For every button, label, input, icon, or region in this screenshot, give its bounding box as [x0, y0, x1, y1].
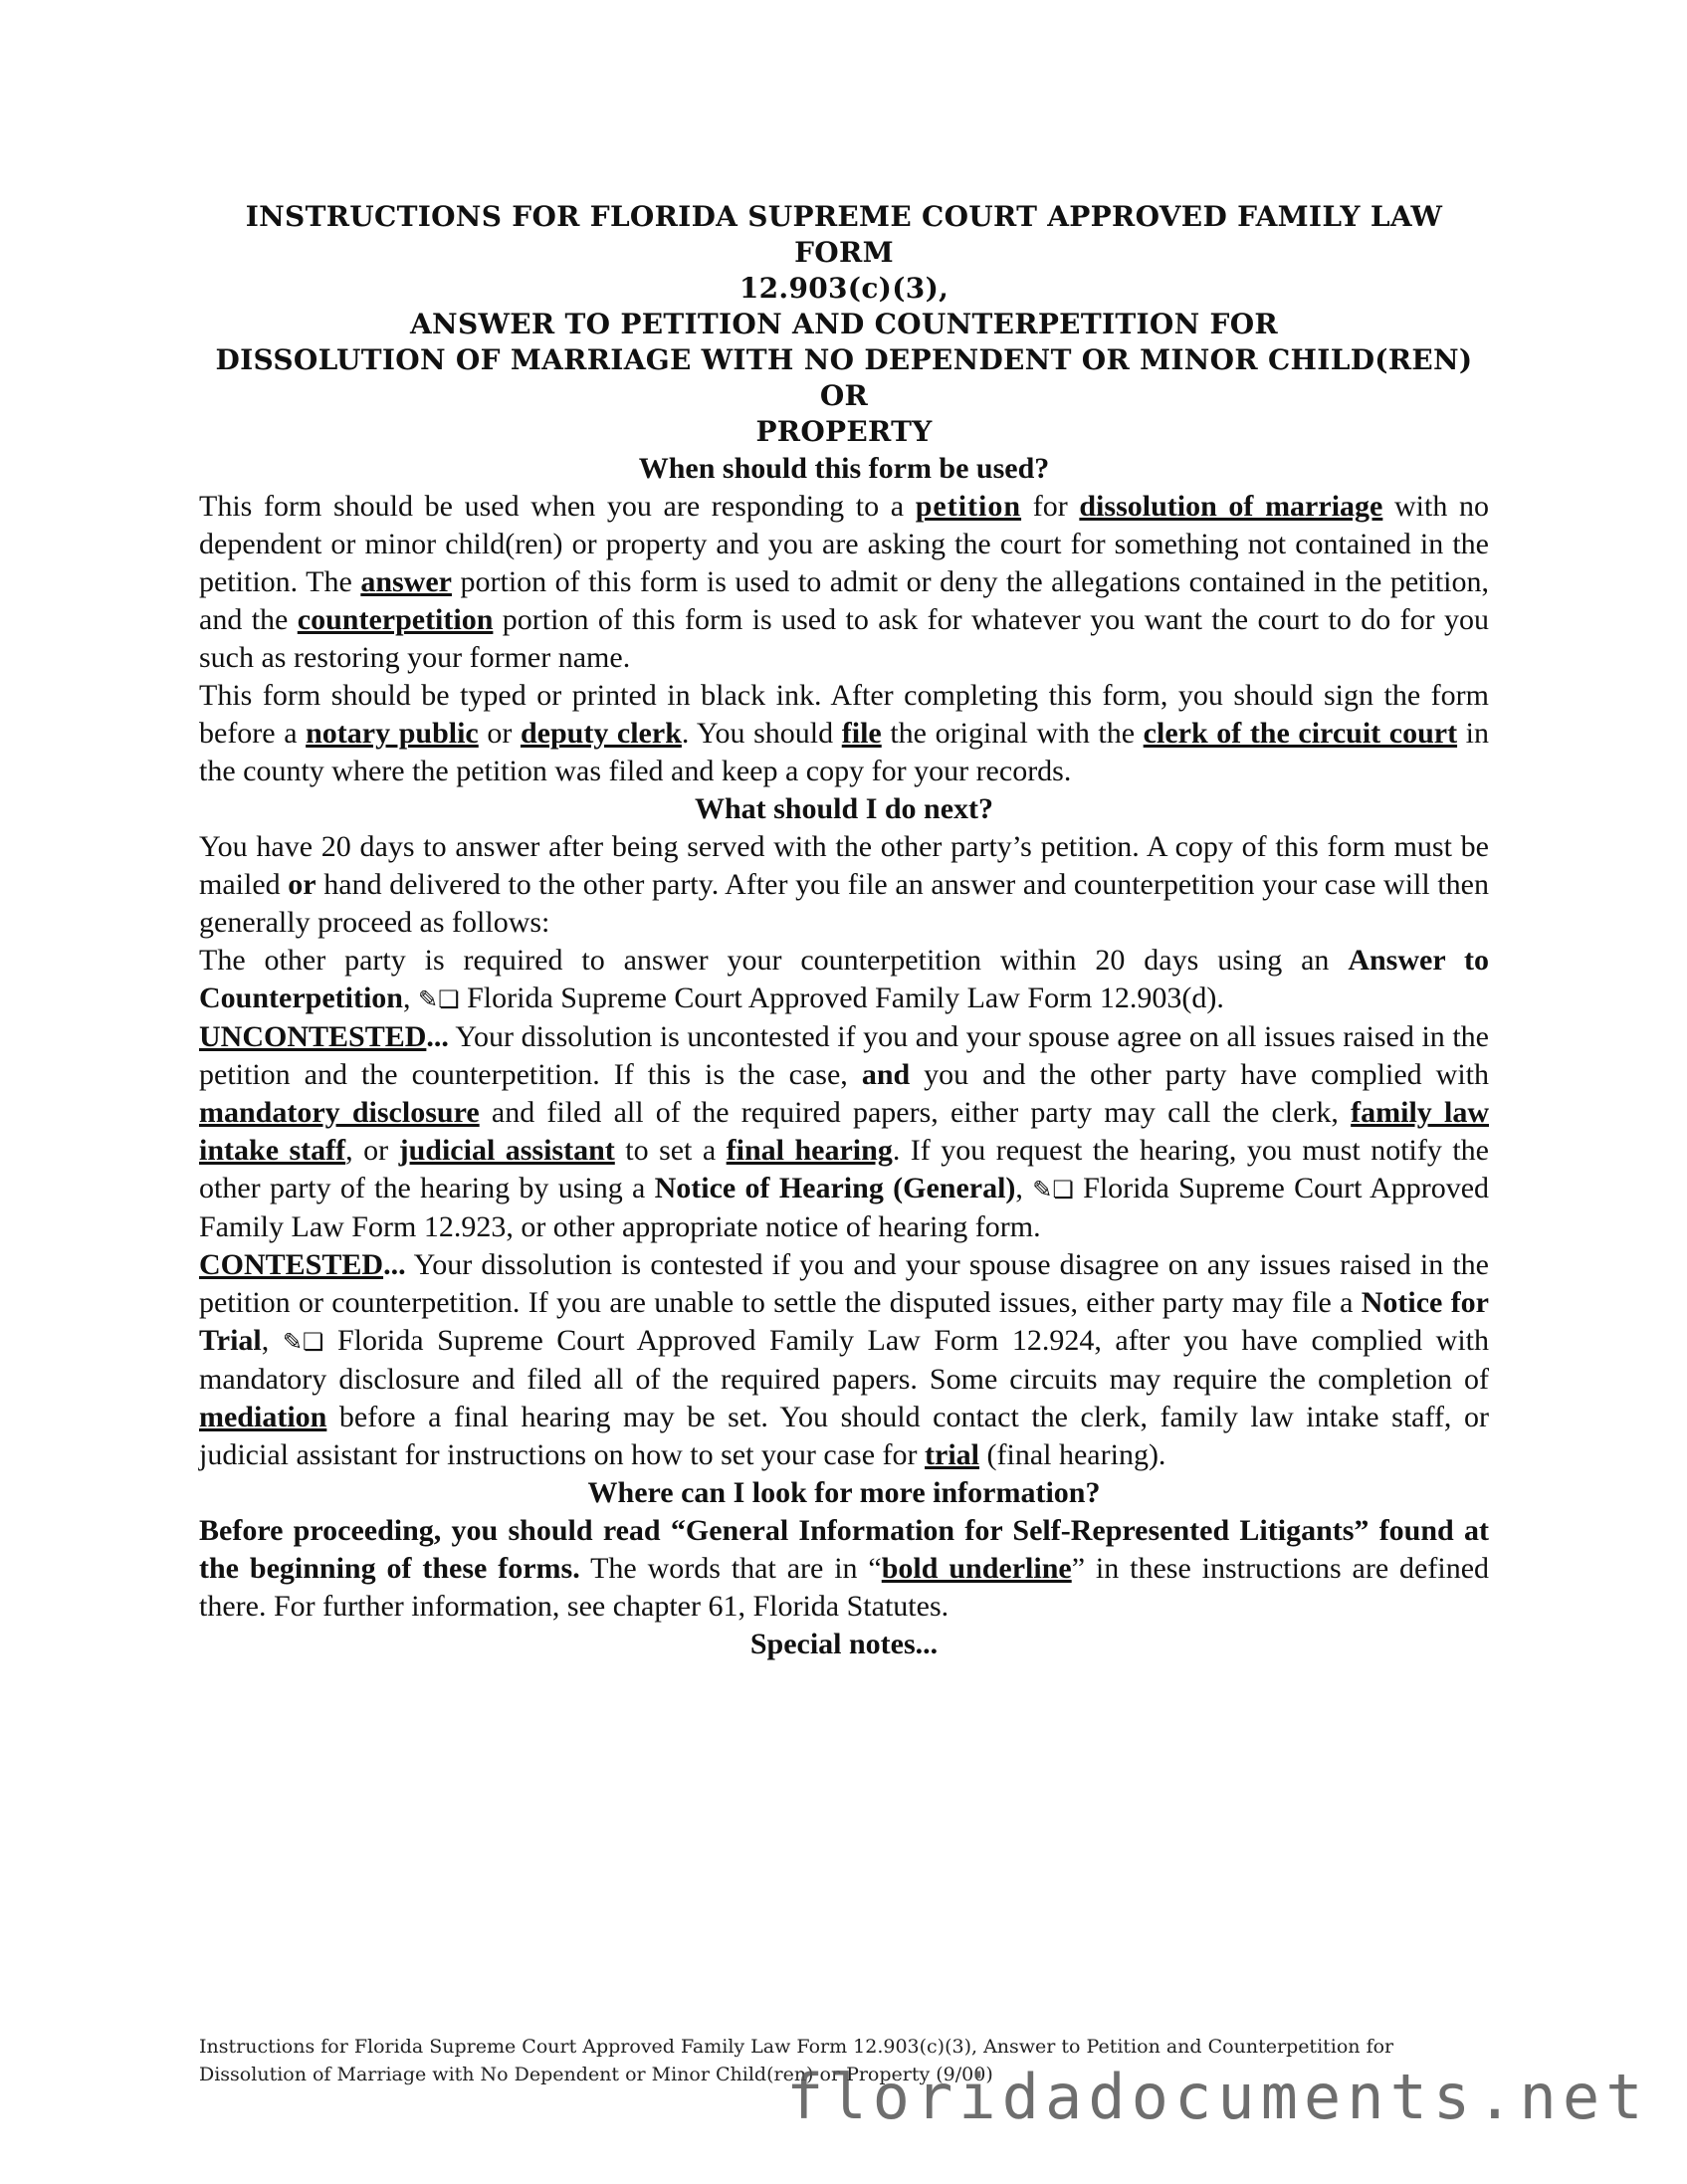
text: in the county where the petition was filed and keep a copy for your records.	[199, 717, 1489, 787]
text: ” in these instructions are defined there. For further information, see chapter 61, Florida Statutes.	[199, 1552, 1490, 1623]
paragraph-other-party	[199, 942, 1489, 1018]
text: and filed all of the required papers, either party may call the clerk,	[479, 1096, 1352, 1129]
term-final-hearing: final hearing	[726, 1134, 893, 1167]
text: portion of this form is used to admit or deny the allegations contained in the petition, and the	[199, 565, 1489, 636]
term-dissolution-of-marriage: dissolution of marriage	[1079, 490, 1383, 523]
heading-when-used: When should this form be used?	[638, 452, 1050, 485]
pencil-checkbox-icon: ✎❏	[418, 985, 460, 1013]
paragraph-deadline	[199, 828, 1489, 942]
text: hand delivered to the other party. After you file an answer and counterpetition your case will then generally proceed as follows:	[199, 868, 1489, 939]
term-uncontested: UNCONTESTED	[199, 1020, 427, 1053]
title-line-3: ANSWER TO PETITION AND COUNTERPETITION FOR	[410, 308, 1278, 340]
text: Florida Supreme Court Approved Family Law Form 12.924, after you have complied with mandatory disclosure and filed all of the required papers. Some circuits may require the completion of	[199, 1324, 1490, 1396]
ellipsis: ...	[383, 1248, 406, 1281]
term-deputy-clerk: deputy clerk	[520, 717, 682, 750]
text: . You should	[681, 717, 842, 750]
form-name-notice-of-hearing: Notice of Hearing (General)	[654, 1172, 1016, 1204]
pencil-checkbox-icon: ✎❏	[1032, 1176, 1074, 1203]
text: Your dissolution is contested if you and your spouse disagree on any issues raised in the petition or counterpetition. If you are unable to settle the disputed issues, either party may file a	[199, 1248, 1489, 1319]
heading-special-notes: Special notes...	[749, 1628, 939, 1660]
term-petition: petition	[915, 490, 1022, 523]
text: or	[478, 717, 521, 750]
text: Florida Supreme Court Approved Family Law Form 12.903(d).	[459, 982, 1224, 1014]
form-name-notice-for-trial: Notice for Trial	[199, 1286, 1489, 1357]
title-line-1: INSTRUCTIONS FOR FLORIDA SUPREME COURT APPROVED FAMILY LAW FORM	[245, 200, 1443, 269]
term-notary-public: notary public	[306, 717, 479, 750]
term-counterpetition: counterpetition	[297, 603, 494, 636]
paragraph-more-information	[199, 1512, 1489, 1626]
text: Florida Supreme Court Approved Family Law Form 12.923, or other appropriate notice of hearing form.	[199, 1172, 1490, 1243]
text: before a final hearing may be set. You should contact the clerk, family law intake staff, or judicial assistant for instructions on how to set your case for	[199, 1401, 1489, 1471]
text: ,	[1015, 1172, 1033, 1204]
title-line-5: PROPERTY	[755, 415, 933, 448]
paragraph-purpose	[199, 488, 1489, 677]
title-line-2: 12.903(c)(3),	[738, 272, 949, 305]
text: the original with the	[881, 717, 1144, 750]
pencil-checkbox-icon: ✎❏	[282, 1328, 324, 1356]
term-clerk-of-circuit-court: clerk of the circuit court	[1143, 717, 1458, 750]
text: The words that are in “	[579, 1552, 882, 1585]
text: Your dissolution is uncontested if you and your spouse agree on all issues raised in the petition and the counterpetition. If this is the case,	[199, 1020, 1489, 1091]
text: portion of this form is used to ask for whatever you want the court to do for you such as restoring your former name.	[199, 603, 1489, 674]
text: with no dependent or minor child(ren) or property and you are asking the court for something not contained in the petition. The	[199, 490, 1489, 598]
term-trial: trial	[925, 1438, 980, 1471]
text: you and the other party have complied with	[910, 1058, 1489, 1091]
form-name-answer-to-counterpetition: Answer to Counterpetition	[199, 944, 1489, 1014]
text: to set a	[614, 1134, 727, 1167]
text: for	[1021, 490, 1080, 523]
text: . If you request the hearing, you must notify the other party of the hearing by using a	[199, 1134, 1489, 1204]
text: You have 20 days to answer after being served with the other party’s petition. A copy of this form must be mailed	[199, 830, 1489, 901]
term-mediation: mediation	[199, 1401, 327, 1433]
term-and: and	[861, 1058, 911, 1091]
watermark: floridadocuments.net	[786, 2061, 1649, 2133]
term-or: or	[288, 868, 316, 901]
title-line-4: DISSOLUTION OF MARRIAGE WITH NO DEPENDENT OR MINOR CHILD(REN) OR	[215, 343, 1473, 412]
text: , or	[345, 1134, 399, 1167]
paragraph-completion	[199, 677, 1489, 790]
term-answer: answer	[360, 565, 452, 598]
term-bold-underline: bold underline	[881, 1552, 1072, 1585]
ellipsis: ...	[426, 1020, 449, 1053]
text: This form should be typed or printed in black ink. After completing this form, you should sign the form before a	[199, 679, 1489, 750]
footer-line-1: Instructions for Florida Supreme Court Approved Family Law Form 12.903(c)(3), Answer to Petition and Counterpetition for	[199, 2036, 1394, 2058]
term-file: file	[841, 717, 882, 750]
paragraph-uncontested	[199, 1018, 1489, 1246]
term-family-law-intake-staff: family law intake staff	[199, 1096, 1489, 1167]
text: (final hearing).	[979, 1438, 1166, 1471]
paragraph-contested	[199, 1246, 1489, 1474]
text: ,	[261, 1324, 283, 1357]
bold-instruction: Before proceeding, you should read “General Information for Self-Represented Litigants” found at the beginning of these forms.	[199, 1514, 1489, 1585]
term-contested: CONTESTED	[199, 1248, 384, 1281]
term-mandatory-disclosure: mandatory disclosure	[199, 1096, 480, 1129]
heading-what-next: What should I do next?	[694, 792, 994, 825]
text: ,	[403, 982, 418, 1014]
text: This form should be used when you are responding to a	[199, 490, 916, 523]
document-page	[199, 199, 1489, 1663]
term-judicial-assistant: judicial assistant	[398, 1134, 615, 1167]
heading-more-information: Where can I look for more information?	[587, 1476, 1101, 1509]
footer-line-2: Dissolution of Marriage with No Dependent or Minor Child(ren) or Property (9/00)	[199, 2064, 993, 2085]
document-title	[199, 199, 1489, 450]
text: The other party is required to answer your counterpetition within 20 days using an	[199, 944, 1349, 977]
